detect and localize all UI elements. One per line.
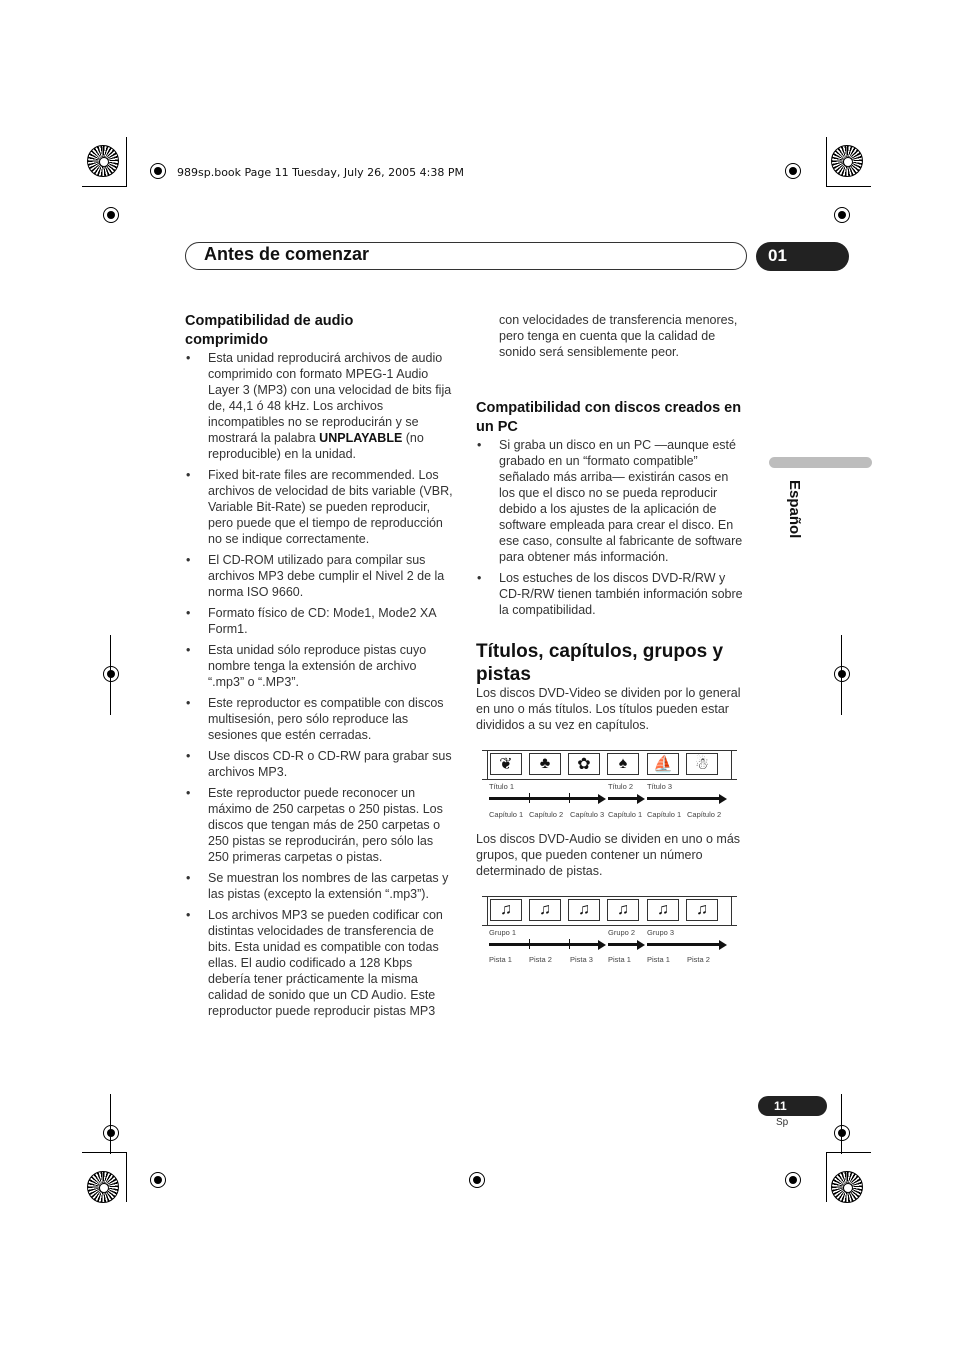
bullet-icon: • xyxy=(186,643,191,657)
group-label: Título 1 xyxy=(489,782,515,791)
list-item-text: Esta unidad reproducirá archivos de audio comprimido con formato MPEG-1 Audio Layer 3 (MP3) con una velocidad de bits fija de, 44,1 ó 48 kHz. Los archivos incompatibles no se reproducirán y se mostrará la palabra xyxy=(208,351,452,445)
crop-mark xyxy=(126,137,127,187)
item-label: Capítulo 2 xyxy=(687,810,722,819)
arrow-line xyxy=(608,797,637,800)
page-number: 11 xyxy=(758,1096,827,1116)
print-rosette-mark xyxy=(831,1171,863,1203)
list-item-text: Se muestran los nombres de las carpetas y las pistas (excepto la extensión “.mp3”). xyxy=(208,871,449,901)
item-label: Pista 1 xyxy=(608,955,631,964)
list-item xyxy=(186,605,454,637)
arrow-head-icon xyxy=(637,940,645,950)
divider-tick xyxy=(569,793,570,803)
list-item-text: Esta unidad sólo reproduce pistas cuyo nombre tenga la extensión de archivo “.mp3” o “.MP3”. xyxy=(208,643,427,689)
registration-mark-icon xyxy=(834,666,850,682)
group-label: Título 3 xyxy=(647,782,673,791)
list-item-text: Este reproductor es compatible con discos multisesión, pero sólo reproduce las sesiones que estén cerradas. xyxy=(208,696,444,742)
crop-mark xyxy=(826,1152,827,1202)
file-info: 989sp.book Page 11 Tuesday, July 26, 2005 4:38 PM xyxy=(177,166,464,179)
list-item xyxy=(186,695,454,743)
crop-mark xyxy=(82,1152,127,1153)
crop-mark xyxy=(826,137,827,187)
crop-mark xyxy=(841,635,842,715)
item-label: Pista 1 xyxy=(489,955,512,964)
item-label: Capítulo 1 xyxy=(647,810,682,819)
picture-frame-icon: ☃ xyxy=(686,753,718,775)
registration-mark-icon xyxy=(785,163,801,179)
list-item-text: El CD-ROM utilizado para compilar sus archivos MP3 debe cumplir el Nivel 2 de la norma ISO 9660. xyxy=(208,553,445,599)
print-rosette-mark xyxy=(87,1171,119,1203)
registration-mark-icon xyxy=(103,1125,119,1141)
pc-discs-list xyxy=(477,437,745,623)
arrow-line xyxy=(647,943,719,946)
music-frame-icon: ♫ xyxy=(607,899,639,921)
crop-mark xyxy=(826,1152,871,1153)
picture-frame-icon: ♠ xyxy=(607,753,639,775)
arrow-head-icon xyxy=(637,794,645,804)
crop-mark xyxy=(841,1094,842,1154)
registration-mark-icon xyxy=(469,1172,485,1188)
arrow-line xyxy=(608,943,637,946)
picture-frame-icon: ♣ xyxy=(529,753,561,775)
compressed-audio-list xyxy=(186,350,454,1024)
registration-mark-icon xyxy=(834,207,850,223)
arrow-line xyxy=(489,943,598,946)
arrow-head-icon xyxy=(719,940,727,950)
registration-mark-icon xyxy=(150,1172,166,1188)
list-item-text: Use discos CD-R o CD-RW para grabar sus archivos MP3. xyxy=(208,749,452,779)
bullet-icon: • xyxy=(186,351,191,365)
list-item-text: Los estuches de los discos DVD-R/RW y CD-R/RW tienen también información sobre la compatibilidad. xyxy=(499,571,743,617)
group-label: Grupo 3 xyxy=(647,928,675,937)
crop-mark xyxy=(826,186,871,187)
intro-dvd-video: Los discos DVD-Video se dividen por lo general en uno o más títulos. Los títulos pueden estar divididos a su vez en capítulos. xyxy=(476,686,741,732)
group-label: Título 2 xyxy=(608,782,634,791)
list-item xyxy=(186,642,454,690)
section-title-compressed-audio: Compatibilidad de audio comprimido xyxy=(185,313,354,348)
bullet-icon: • xyxy=(186,553,191,567)
bullet-icon: • xyxy=(477,571,482,585)
section-title-titles: Títulos, capítulos, grupos y pistas xyxy=(476,641,724,685)
list-item xyxy=(186,907,454,1019)
item-label: Pista 3 xyxy=(570,955,593,964)
list-item-text: Si graba un disco en un PC —aunque esté grabado en un “formato compatible” señalado más arriba— existirán casos en los que el disco no se pueda reproducir debido a los ajustes de la aplicación de software empleada para crear el disco. En ese caso, consulte al fabricante de software para obtener más información. xyxy=(499,438,743,564)
music-frame-icon: ♫ xyxy=(647,899,679,921)
registration-mark-icon xyxy=(834,1125,850,1141)
arrow-head-icon xyxy=(598,940,606,950)
registration-mark-icon xyxy=(150,163,166,179)
registration-mark-icon xyxy=(103,666,119,682)
divider-tick xyxy=(529,793,530,803)
arrow-line xyxy=(647,797,719,800)
arrow-line xyxy=(489,797,598,800)
item-label: Capítulo 1 xyxy=(489,810,524,819)
list-item xyxy=(477,570,745,618)
arrow-head-icon xyxy=(598,794,606,804)
language-label: Español xyxy=(786,480,803,539)
list-item-text: Los archivos MP3 se pueden codificar con distintas velocidades de transferencia de bits. Esta unidad es compatible con todas ellas. El audio codificado a 128 Kbps debería tener prácticamente la misma calidad de sonido que un CD Audio. Este reproductor puede reproducir pistas MP3 xyxy=(208,908,443,1018)
page-lang-code: Sp xyxy=(776,1117,789,1128)
crop-mark xyxy=(110,1094,111,1154)
item-label: Capítulo 1 xyxy=(608,810,643,819)
list-item xyxy=(186,350,454,462)
item-label: Pista 1 xyxy=(647,955,670,964)
list-item xyxy=(186,552,454,600)
group-label: Grupo 1 xyxy=(489,928,517,937)
picture-frame-icon: ❦ xyxy=(490,753,522,775)
divider-tick xyxy=(529,939,530,949)
arrow-head-icon xyxy=(719,794,727,804)
continued-text: con velocidades de transferencia menores, pero tenga en cuenta que la calidad de sonido será sensiblemente peor. xyxy=(499,313,738,359)
bullet-icon: • xyxy=(186,786,191,800)
bullet-icon: • xyxy=(186,908,191,922)
crop-mark xyxy=(110,635,111,715)
item-label: Pista 2 xyxy=(687,955,710,964)
list-item xyxy=(186,748,454,780)
list-item xyxy=(186,467,454,547)
bullet-icon: • xyxy=(477,438,482,452)
bullet-icon: • xyxy=(186,468,191,482)
section-title-pc-discs: Compatibilidad con discos creados en un PC xyxy=(476,400,742,435)
list-item-text: Formato físico de CD: Mode1, Mode2 XA Form1. xyxy=(208,606,436,636)
item-label: Capítulo 3 xyxy=(570,810,605,819)
crop-mark xyxy=(82,186,127,187)
picture-frame-icon: ✿ xyxy=(568,753,600,775)
bullet-icon: • xyxy=(186,606,191,620)
group-label: Grupo 2 xyxy=(608,928,636,937)
list-item xyxy=(186,785,454,865)
emphasis-text: UNPLAYABLE xyxy=(319,431,403,445)
list-item-text: (no reproducible) en la unidad. xyxy=(208,431,424,461)
item-label: Pista 2 xyxy=(529,955,552,964)
chapter-number: 01 xyxy=(756,242,849,271)
bullet-icon: • xyxy=(186,749,191,763)
music-frame-icon: ♫ xyxy=(490,899,522,921)
crop-mark xyxy=(126,1152,127,1202)
picture-frame-icon: ⛵ xyxy=(647,753,679,775)
registration-mark-icon xyxy=(103,207,119,223)
music-frame-icon: ♫ xyxy=(686,899,718,921)
bullet-icon: • xyxy=(186,696,191,710)
list-item xyxy=(477,437,745,565)
item-label: Capítulo 2 xyxy=(529,810,564,819)
list-item-text: Este reproductor puede reconocer un máximo de 250 carpetas o 250 pistas. Los discos que tengan más de 250 carpetas o 250 pistas se reproducirán, pero sólo las 250 primeras carpetas o pistas. xyxy=(208,786,443,864)
list-item-text: Fixed bit-rate files are recommended. Los archivos de velocidad de bits variable (VBR, Variable Bit-Rate) se pueden reproducir, pero puede que el tiempo de reproducción no se indique correctamente. xyxy=(208,468,453,546)
print-rosette-mark xyxy=(87,145,119,177)
list-item xyxy=(186,870,454,902)
music-frame-icon: ♫ xyxy=(568,899,600,921)
divider-tick xyxy=(569,939,570,949)
page-title: Antes de comenzar xyxy=(204,244,370,264)
registration-mark-icon xyxy=(785,1172,801,1188)
music-frame-icon: ♫ xyxy=(529,899,561,921)
language-tab xyxy=(769,457,872,468)
intro-dvd-audio: Los discos DVD-Audio se dividen en uno o más grupos, que pueden contener un número determinado de pistas. xyxy=(476,832,741,878)
print-rosette-mark xyxy=(831,145,863,177)
bullet-icon: • xyxy=(186,871,191,885)
